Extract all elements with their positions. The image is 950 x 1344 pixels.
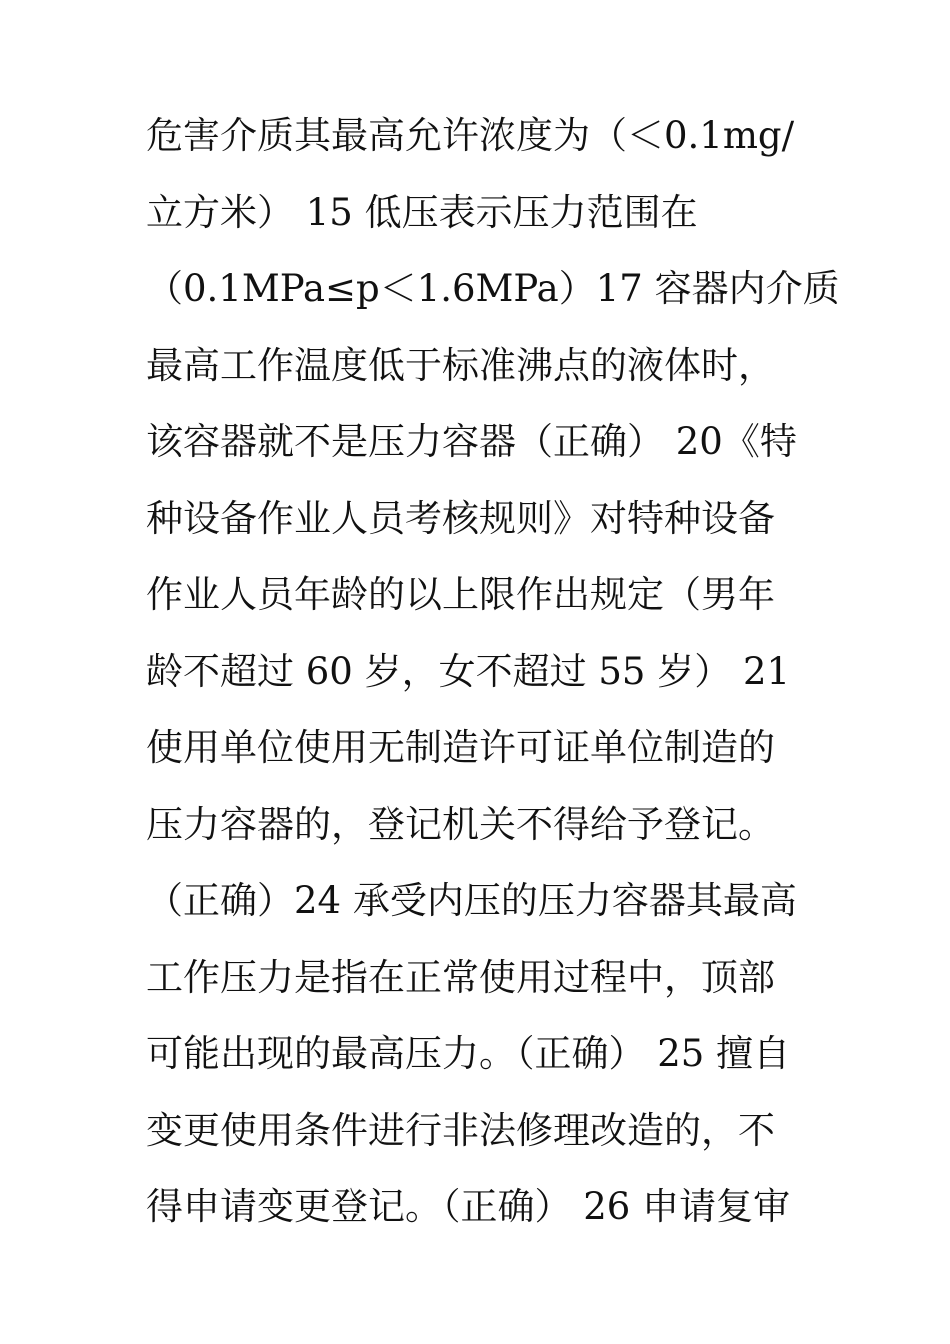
text-line-5: 该容器就不是压力容器（正确） 20《特 (146, 420, 797, 463)
text-line-8: 龄不超过 60 岁，女不超过 55 岁） 21 (146, 649, 791, 693)
body-text (146, 106, 840, 1254)
text-line-12: 工作压力是指在正常使用过程中，顶部 (146, 955, 775, 999)
text-line-13: 可能出现的最高压力。（正确） 25 擅自 (146, 1032, 791, 1075)
text-line-3: （0.1MPa≤p＜1.6MPa）17 容器内介质 (146, 267, 840, 310)
text-line-9: 使用单位使用无制造许可证单位制造的 (146, 726, 775, 769)
text-line-1: 危害介质其最高允许浓度为（＜0.1mg/ (146, 114, 795, 157)
text-line-4: 最高工作温度低于标准沸点的液体时， (146, 343, 775, 387)
text-line-7: 作业人员年龄的以上限作出规定（男年 (146, 573, 775, 616)
text-line-15: 得申请变更登记。（正确） 26 申请复审 (146, 1185, 791, 1228)
text-line-10: 压力容器的，登记机关不得给予登记。 (146, 802, 775, 846)
text-line-11: （正确）24 承受内压的压力容器其最高 (146, 879, 797, 922)
text-line-2: 立方米） 15 低压表示压力范围在 (146, 190, 698, 234)
text-line-6: 种设备作业人员考核规则》对特种设备 (146, 496, 775, 540)
text-line-14: 变更使用条件进行非法修理改造的，不 (146, 1108, 775, 1152)
